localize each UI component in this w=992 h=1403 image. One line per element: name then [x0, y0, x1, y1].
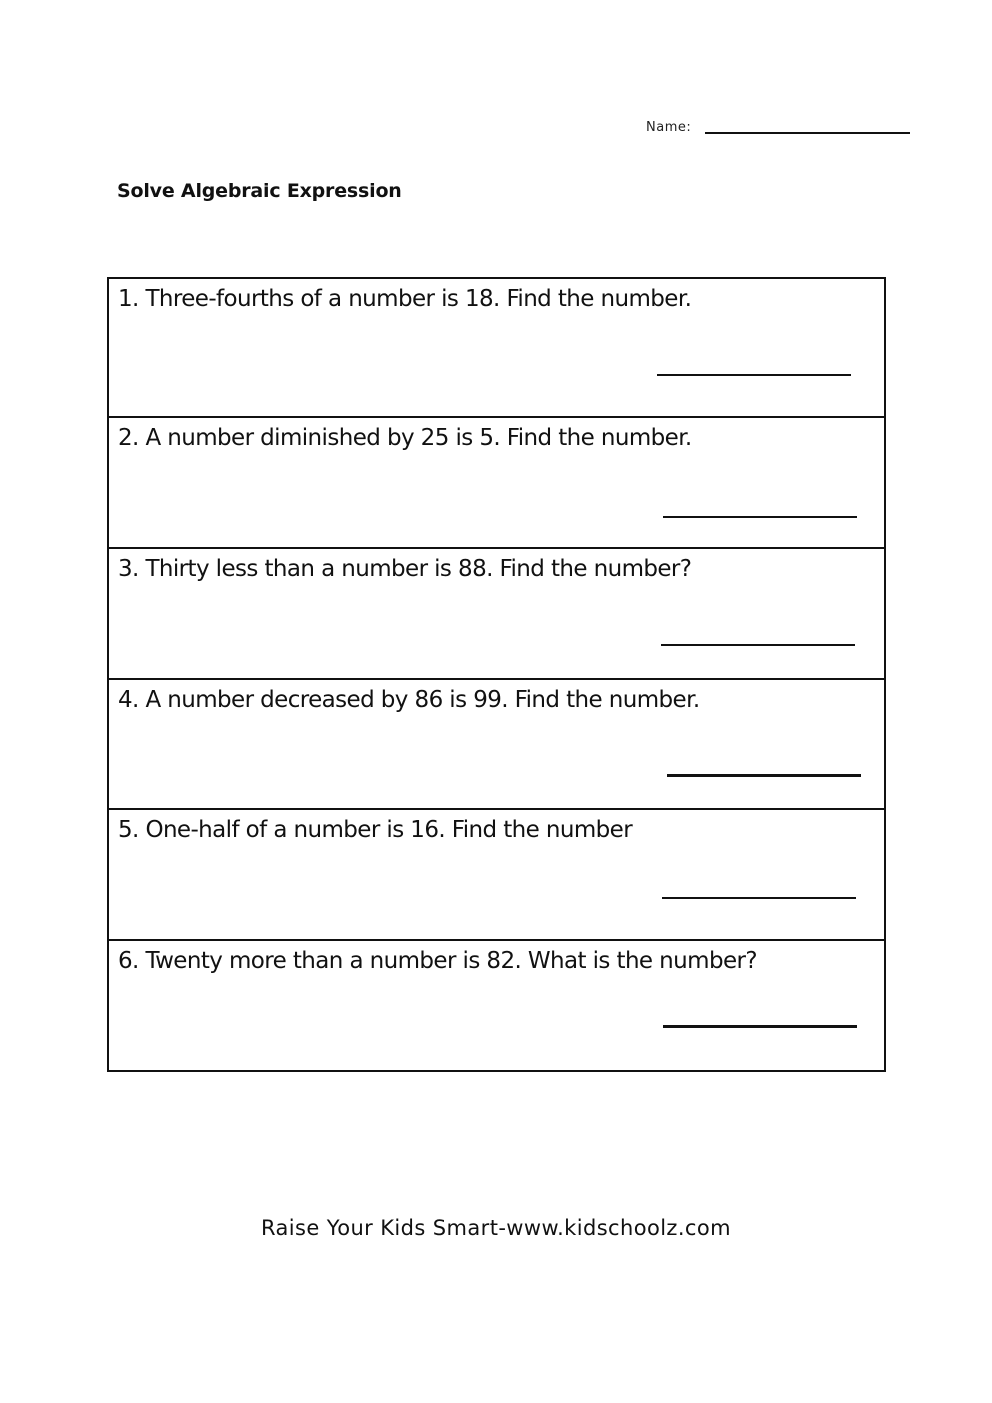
question-text: 3. Thirty less than a number is 88. Find the number?	[118, 556, 692, 582]
question-text: 6. Twenty more than a number is 82. What is the number?	[118, 948, 757, 974]
question-row-3	[109, 549, 884, 680]
question-row-1	[109, 279, 884, 418]
question-row-5	[109, 810, 884, 941]
name-label: Name:	[646, 120, 692, 135]
question-row-4	[109, 680, 884, 810]
question-row-2	[109, 418, 884, 549]
answer-blank-4[interactable]	[667, 774, 861, 777]
question-text: 5. One-half of a number is 16. Find the number	[118, 817, 633, 843]
answer-blank-2[interactable]	[663, 516, 857, 518]
question-text: 1. Three-fourths of a number is 18. Find the number.	[118, 286, 692, 312]
answer-blank-3[interactable]	[661, 644, 855, 646]
footer-text: Raise Your Kids Smart-www.kidschoolz.com	[260, 1216, 731, 1240]
question-text: 4. A number decreased by 86 is 99. Find the number.	[118, 687, 700, 713]
worksheet-title: Solve Algebraic Expression	[117, 180, 402, 202]
answer-blank-5[interactable]	[662, 897, 856, 899]
questions-table	[107, 277, 886, 1072]
answer-blank-1[interactable]	[657, 374, 851, 376]
name-blank-line[interactable]	[705, 132, 910, 134]
question-row-6	[109, 941, 884, 1070]
name-field[interactable]	[646, 118, 912, 138]
answer-blank-6[interactable]	[663, 1025, 857, 1028]
question-text: 2. A number diminished by 25 is 5. Find the number.	[118, 425, 692, 451]
